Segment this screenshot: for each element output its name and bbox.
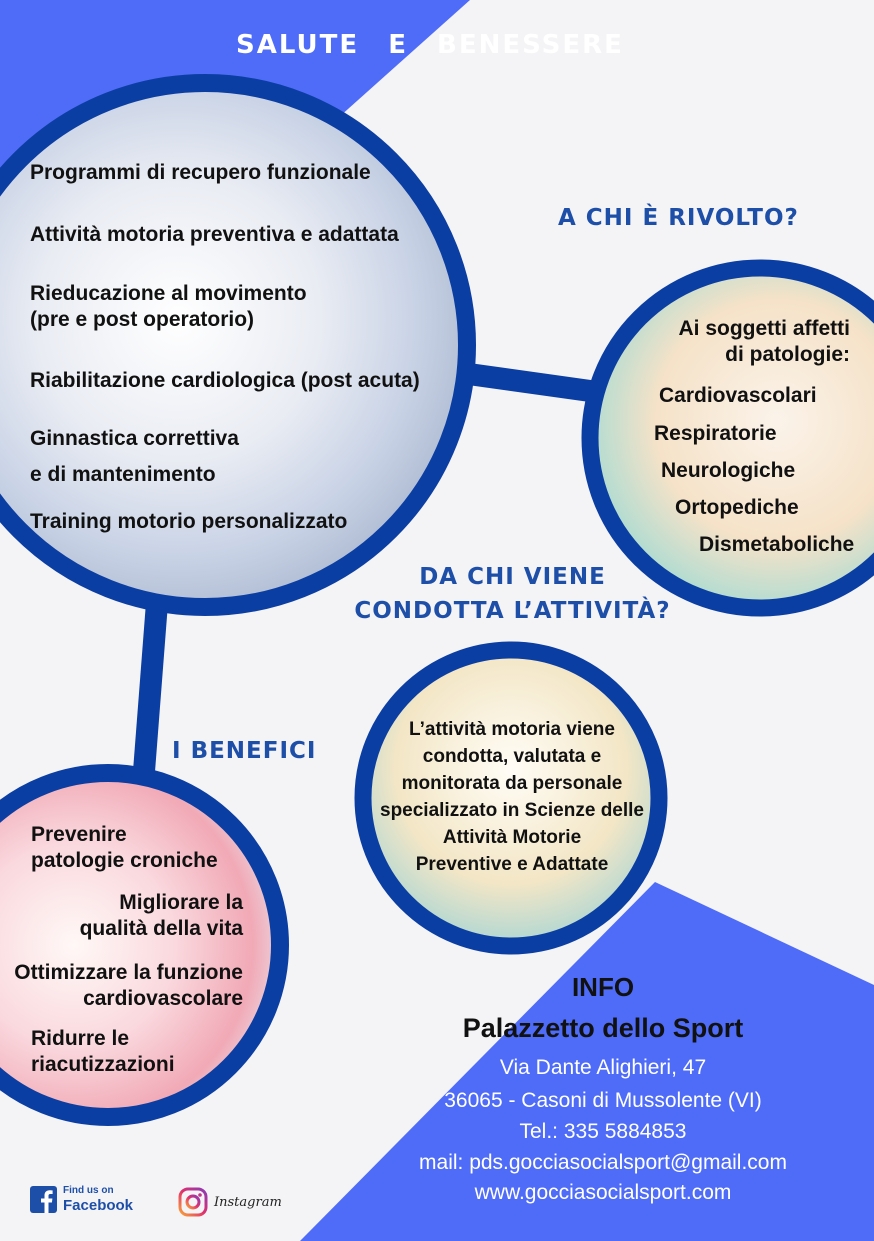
facebook-link[interactable] — [30, 1186, 133, 1213]
target-heading: A CHI È RIVOLTO? — [558, 205, 799, 231]
target-item-3: Neurologiche — [661, 459, 796, 482]
facebook-icon — [30, 1186, 57, 1213]
info-phone: Tel.: 335 5884853 — [519, 1120, 687, 1143]
who-description: L’attività motoria viene condotta, valutata e monitorata da personale specializzato in Scienze delle Attività Motorie Preventive e Adattate — [380, 719, 644, 875]
info-address: Via Dante Alighieri, 47 — [499, 1056, 707, 1079]
target-item-2: Respiratorie — [654, 422, 777, 445]
service-item-3: Rieducazione al movimento (pre e post operatorio) — [30, 282, 307, 331]
target-item-4: Ortopediche — [675, 496, 799, 519]
benefit-item-3: Ottimizzare la funzione cardiovascolare — [14, 961, 243, 1010]
instagram-label: Instagram — [214, 1194, 282, 1210]
info-email[interactable]: mail: pds.gocciasocialsport@gmail.com — [419, 1151, 787, 1174]
benefit-item-4: Ridurre le riacutizzazioni — [31, 1027, 175, 1076]
facebook-small-label: Find us on — [63, 1185, 114, 1196]
target-item-5: Dismetaboliche — [699, 533, 855, 556]
facebook-label: Facebook — [63, 1197, 134, 1214]
service-item-1: Programmi di recupero funzionale — [30, 161, 371, 184]
target-item-1: Cardiovascolari — [659, 384, 817, 407]
target-intro: Ai soggetti affetti di patologie: — [678, 317, 850, 366]
info-heading: INFO — [571, 972, 635, 1002]
info-city: 36065 - Casoni di Mussolente (VI) — [444, 1089, 762, 1112]
instagram-icon — [178, 1187, 208, 1217]
benefit-item-2: Migliorare la qualità della vita — [79, 891, 243, 940]
service-item-5: Ginnastica correttiva e di mantenimento — [30, 427, 239, 486]
service-item-2: Attività motoria preventiva e adattata — [30, 223, 399, 246]
benefit-item-1: Prevenire patologie croniche — [31, 823, 218, 872]
who-heading: DA CHI VIENE CONDOTTA L’ATTIVITÀ? — [354, 564, 671, 624]
page-title: SALUTE E BENESSERE — [236, 30, 624, 60]
info-venue: Palazzetto dello Sport — [462, 1013, 744, 1043]
info-website[interactable]: www.gocciasocialsport.com — [474, 1181, 732, 1204]
service-item-6: Training motorio personalizzato — [30, 510, 348, 533]
service-item-4: Riabilitazione cardiologica (post acuta) — [30, 369, 420, 392]
benefits-heading: I BENEFICI — [172, 738, 317, 764]
instagram-link[interactable] — [178, 1187, 282, 1217]
